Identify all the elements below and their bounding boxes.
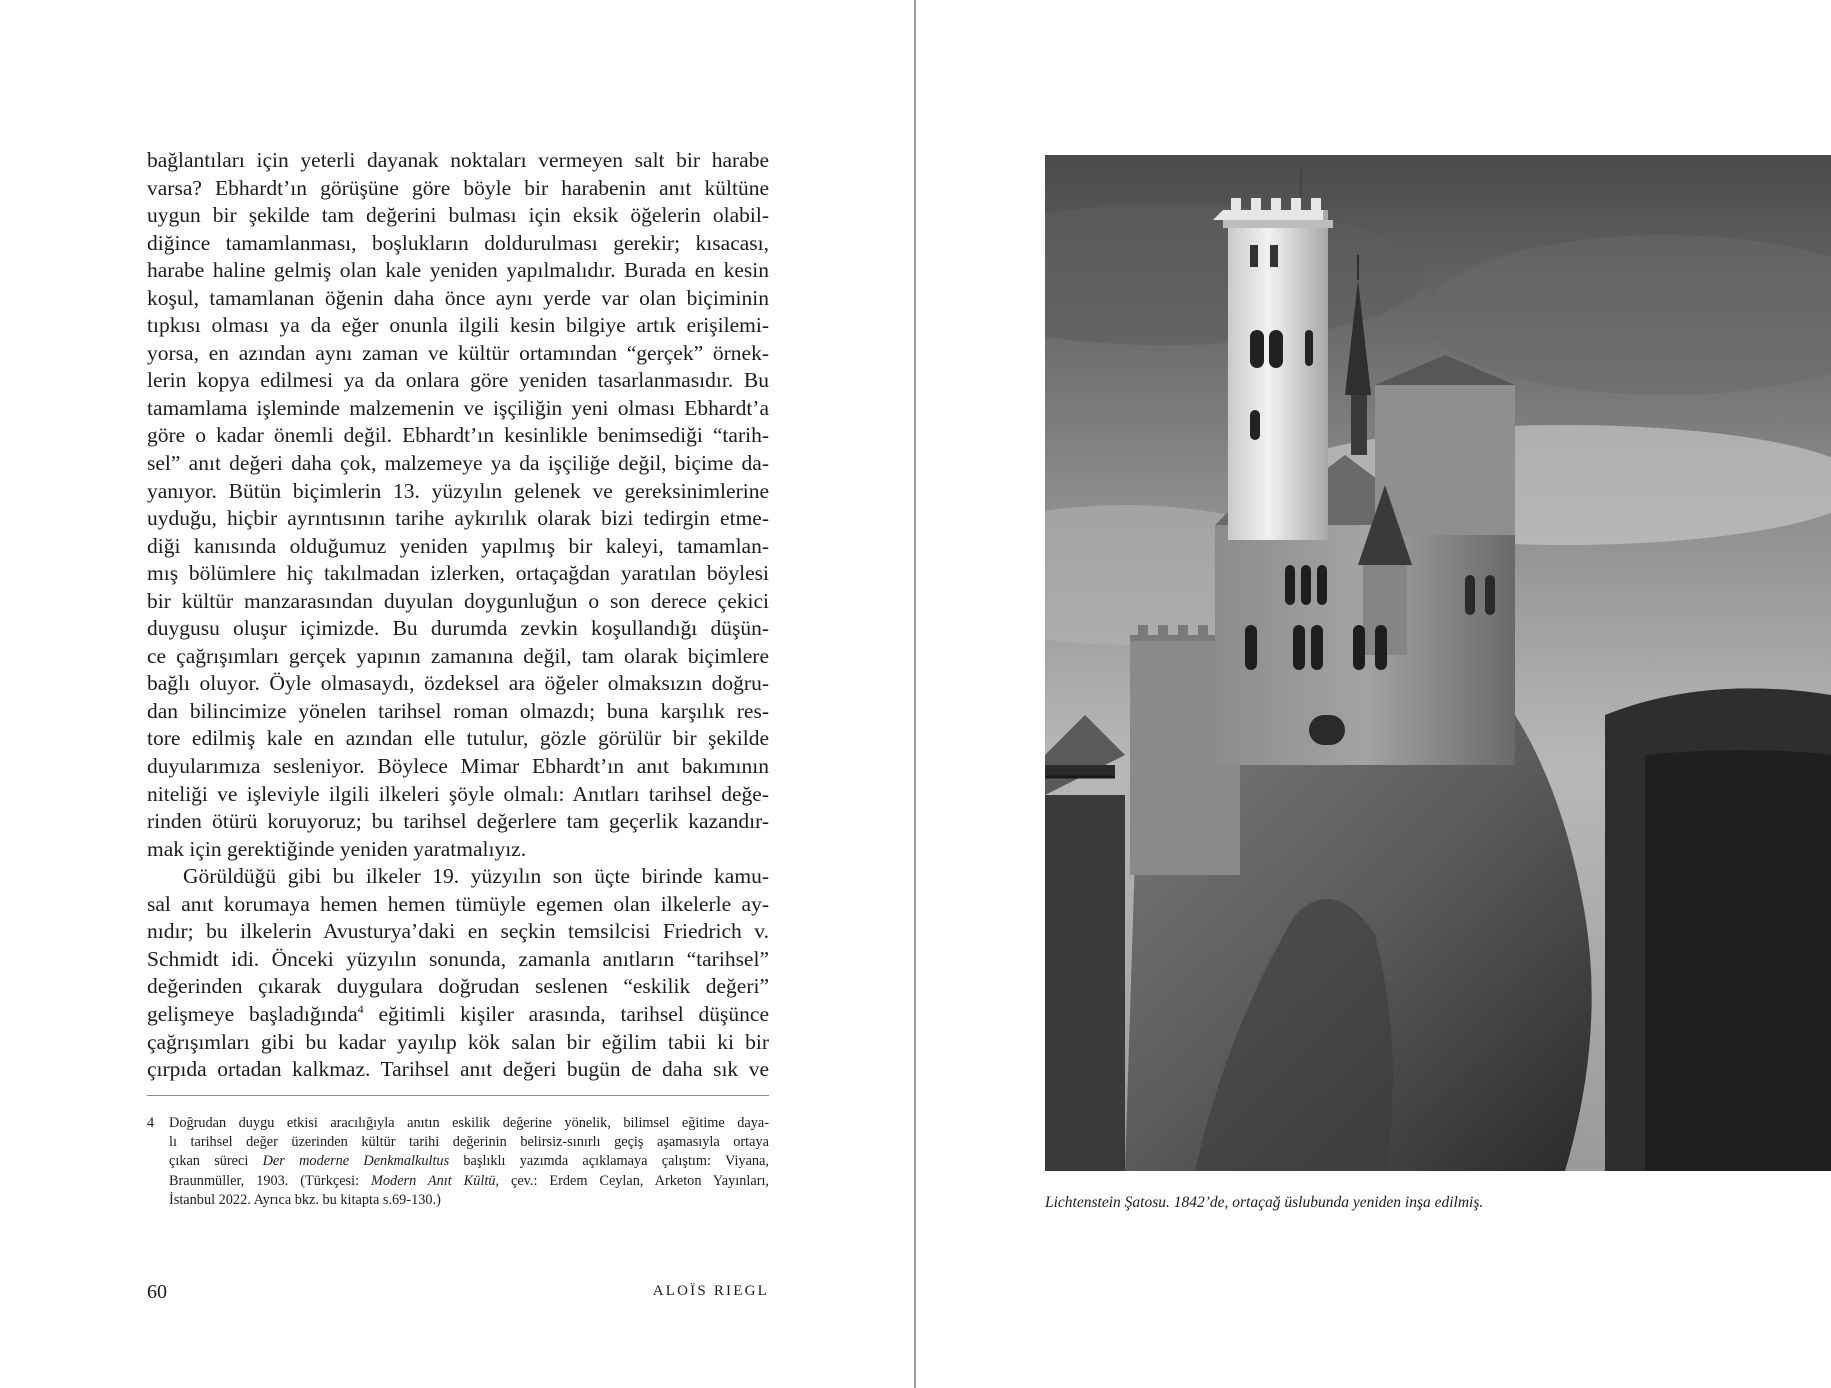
body-text [147, 147, 769, 1084]
tower-corbel [1223, 220, 1333, 228]
tower-window [1250, 330, 1264, 368]
castle-window [1311, 625, 1323, 670]
castle-window [1245, 625, 1257, 670]
text-line: mış bölümlere hiç takılmadan izlerken, ortaçağdan yaratılan böylesi [147, 561, 769, 586]
book-title-tr: Modern Anıt Kültü [370, 1172, 496, 1189]
castle-illustration [1045, 155, 1831, 1171]
text-line: diği kanısında olduğumuz yeniden yapılmış bir kaleyi, tamamlan- [147, 533, 769, 558]
left-structures [1045, 795, 1125, 1171]
castle-window [1465, 575, 1475, 615]
forest-hill-dark [1645, 750, 1831, 1171]
text-line: değerinden çıkarak duygulara doğrudan seslenen “eskilik değeri” [147, 974, 769, 999]
text-line: mak için gerektiğinde yeniden yaratmalıyız. [147, 836, 527, 861]
text-line: harabe haline gelmiş olan kale yeniden yapılmalıdır. Burada en kesin [147, 258, 769, 283]
spire-base [1351, 395, 1367, 455]
text-line: dan bilincimize yönelen tarihsel roman olmazdı; buna karşılık res- [147, 698, 769, 723]
footnote: 4 Doğrudan duygu etkisi aracılığıyla anıtın eskilik değerine yönelik, bilimsel eğitime daya- lı tarihsel değer üzerinden kültür tarihi değerinin belirsiz-sınırlı geçiş aşamasıyla ortaya çıkan süreci Der moderne Denkmalkultus başlıklı yazımda açıklamaya çalıştım: Viyana, Braunmüller, 1903. (Türkçesi: Modern Anıt Kültü, çev.: Erdem Ceylan, Arketon Yayınları, İstanbul 2022. Ayrıca bkz. bu kitapta s.69-130.) [147, 1115, 770, 1208]
text-line: yanıyor. Bütün biçimlerin 13. yüzyılın gelenek ve gereksinimlerine [147, 478, 769, 503]
text-line: Görüldüğü gibi bu ilkeler 19. yüzyılın son üçte birinde kamu- [183, 864, 769, 889]
castle-window [1353, 625, 1365, 670]
page-number: 60 [147, 1281, 167, 1303]
text-line: rinden ötürü koruyoruz; bu tarihsel değerlere tam geçerlik kazandır- [147, 809, 769, 834]
text-line: diğince tamamlanması, boşlukların doldurulması gerekir; kısacası, [147, 230, 769, 255]
text-line: çırpıda ortadan kalkmaz. Tarihsel anıt değeri bugün de daha sık ve [147, 1057, 769, 1082]
tower-window [1269, 330, 1283, 368]
text-line-with-footnote-ref: gelişmeye başladığında$^4$ eğitimli kişiler arasında, tarihsel düşünce [147, 1001, 769, 1026]
castle-photo [1045, 155, 1831, 1171]
tower-window [1250, 245, 1258, 267]
paragraph-1 [147, 147, 769, 863]
paragraph-2 [147, 863, 769, 1083]
castle-window [1301, 565, 1311, 605]
text-line: lerin kopya edilmesi ya da onlara göre yeniden tasarlanmasıdır. Bu [147, 368, 769, 393]
text-line: bir kültür manzarasından duyulan doygunluğun o son derece çekici [147, 588, 769, 613]
text-line: bağlantıları için yeterli dayanak noktaları vermeyen salt bir harabe [147, 148, 769, 172]
text-line: göre o kadar önemli değil. Ebhardt’ın kesinlikle benimsediği “tarih- [147, 423, 769, 448]
text-line: duygusu oluşur içimizde. Bu durumda zevkin koşullandığı düşün- [147, 616, 769, 641]
text-line: Schmidt idi. Önceki yüzyılın sonunda, zamanla anıtların “tarihsel” [147, 946, 769, 971]
arched-window [1309, 715, 1345, 745]
text-line: niteliği ve işleviyle ilgili ilkeleri şöyle olmalı: Anıtları tarihsel değe- [147, 781, 769, 806]
tower-window [1270, 245, 1278, 267]
bridge [1045, 765, 1115, 777]
text-line: sel” anıt değeri daha çok, malzemeye ya da işçiliğe değil, biçime da- [147, 451, 769, 476]
tower-window [1250, 410, 1260, 440]
left-page [0, 0, 915, 1388]
upper-wing [1375, 385, 1515, 535]
page-gutter [914, 0, 916, 1388]
running-head-author: ALOÏS RIEGL [652, 1283, 769, 1299]
text-line: tıpkısı olması ya da eğer onunla ilgili kesin bilgiye artık erişilemi- [147, 313, 769, 338]
text-line: yorsa, en azından aynı zaman ve kültür ortamından “gerçek” örnek- [147, 340, 769, 365]
book-title-de: Der moderne Denkmalkultus [262, 1153, 450, 1170]
footnote-divider [147, 1095, 769, 1096]
castle-window [1375, 625, 1387, 670]
text-line: uygun bir şekilde tam değerini bulması için eksik öğelerin olabil- [147, 203, 769, 228]
photo-caption: Lichtenstein Şatosu. 1842’de, ortaçağ üslubunda yeniden inşa edilmiş. [1045, 1194, 1484, 1211]
text-line: tamamlama işleminde malzemenin ve işçiliğin yeni olması Ebhardt’a [147, 395, 769, 420]
footnote-number: 4 [147, 1115, 155, 1131]
text-line: tore edilmiş kale en azından elle tutulur, gözle görülür bir şekilde [147, 726, 769, 751]
castle-window [1485, 575, 1495, 615]
castle-window [1317, 565, 1327, 605]
castle-window [1285, 565, 1295, 605]
text-line: ce çağrışımları gerçek yapının zamanına değil, tam olarak biçimlere [147, 643, 769, 668]
text-line: koşul, tamamlanan öğenin daha önce aynı yerde var olan biçiminin [147, 285, 769, 310]
text-line: duyularımıza sesleniyor. Böylece Mimar Ebhardt’ın anıt bakımının [147, 754, 769, 779]
text-line: nıdır; bu ilkelerin Avusturya’daki en seçkin temsilcisi Friedrich v. [147, 919, 769, 944]
text-line: varsa? Ebhardt’ın görüşüne göre böyle bir harabenin anıt kültüne [147, 175, 769, 200]
text-line: uyduğu, hiçbir ayrıntısının tarihe aykırılık olarak bizi tedirgin etme- [147, 506, 769, 531]
footnote-reference[interactable]: 4 [357, 1001, 364, 1016]
castle-window [1293, 625, 1305, 670]
right-page [918, 0, 1831, 1388]
tower-window [1305, 330, 1313, 366]
text-line: bağlı oluyor. Öyle olmasaydı, özdeksel ara öğeler olmaksızın doğru- [147, 671, 769, 696]
text-line: çağrışımları gibi bu kadar yayılıp kök salan bir eğilim tabii ki bir [147, 1029, 769, 1054]
text-line: sal anıt korumaya hemen hemen tümüyle egemen olan ilkelerle ay- [147, 891, 769, 916]
